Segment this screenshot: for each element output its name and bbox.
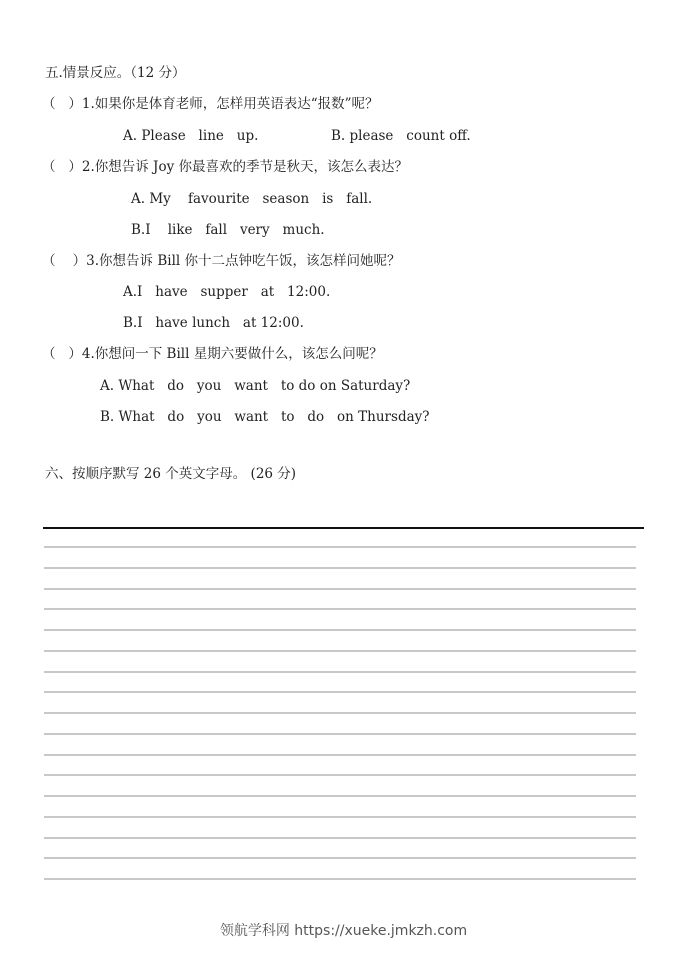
question-1-option-b: B. please count off. (331, 128, 471, 144)
writing-line (44, 712, 636, 714)
question-3: （ ）3.你想告诉 Bill 你十二点钟吃午饭，该怎样问她呢？ (42, 253, 401, 269)
writing-line (44, 878, 636, 880)
question-2-option-a: A. My favourite season is fall. (131, 191, 373, 207)
writing-line (44, 608, 636, 610)
writing-line (44, 754, 636, 756)
question-3-option-a: A.I have supper at 12:00. (123, 284, 331, 300)
question-4-option-a: A. What do you want to do on Saturday? (100, 378, 411, 394)
writing-line (44, 837, 636, 839)
writing-line (44, 857, 636, 859)
footer-watermark: 领航学科网 https://xueke.jmkzh.com (219, 923, 468, 939)
question-2: （ ）2.你想告诉 Joy 你最喜欢的季节是秋天，该怎么表达？ (42, 159, 409, 175)
question-4: （ ）4.你想问一下 Bill 星期六要做什么，该怎么问呢？ (42, 346, 383, 362)
question-1: （ ）1.如果你是体育老师，怎样用英语表达“报数”呢？ (42, 96, 379, 112)
writing-line (44, 629, 636, 631)
question-3-option-b: B.I have lunch at 12:00. (123, 315, 304, 331)
writing-line (44, 546, 636, 548)
writing-line (44, 671, 636, 673)
section6-title: 六、按顺序默写 26 个英文字母。 (26 分) (45, 466, 297, 482)
question-2-option-b: B.I like fall very much. (131, 222, 325, 238)
writing-line (44, 733, 636, 735)
writing-line (44, 774, 636, 776)
question-1-option-a: A. Please line up. (123, 128, 259, 144)
writing-line (44, 588, 636, 590)
writing-line (44, 650, 636, 652)
writing-line (44, 795, 636, 797)
writing-area-top-rule (43, 527, 644, 529)
writing-line (44, 567, 636, 569)
writing-line (44, 691, 636, 693)
writing-line (44, 816, 636, 818)
section5-title: 五.情景反应。（12 分） (45, 65, 186, 81)
question-4-option-b: B. What do you want to do on Thursday? (100, 409, 430, 425)
